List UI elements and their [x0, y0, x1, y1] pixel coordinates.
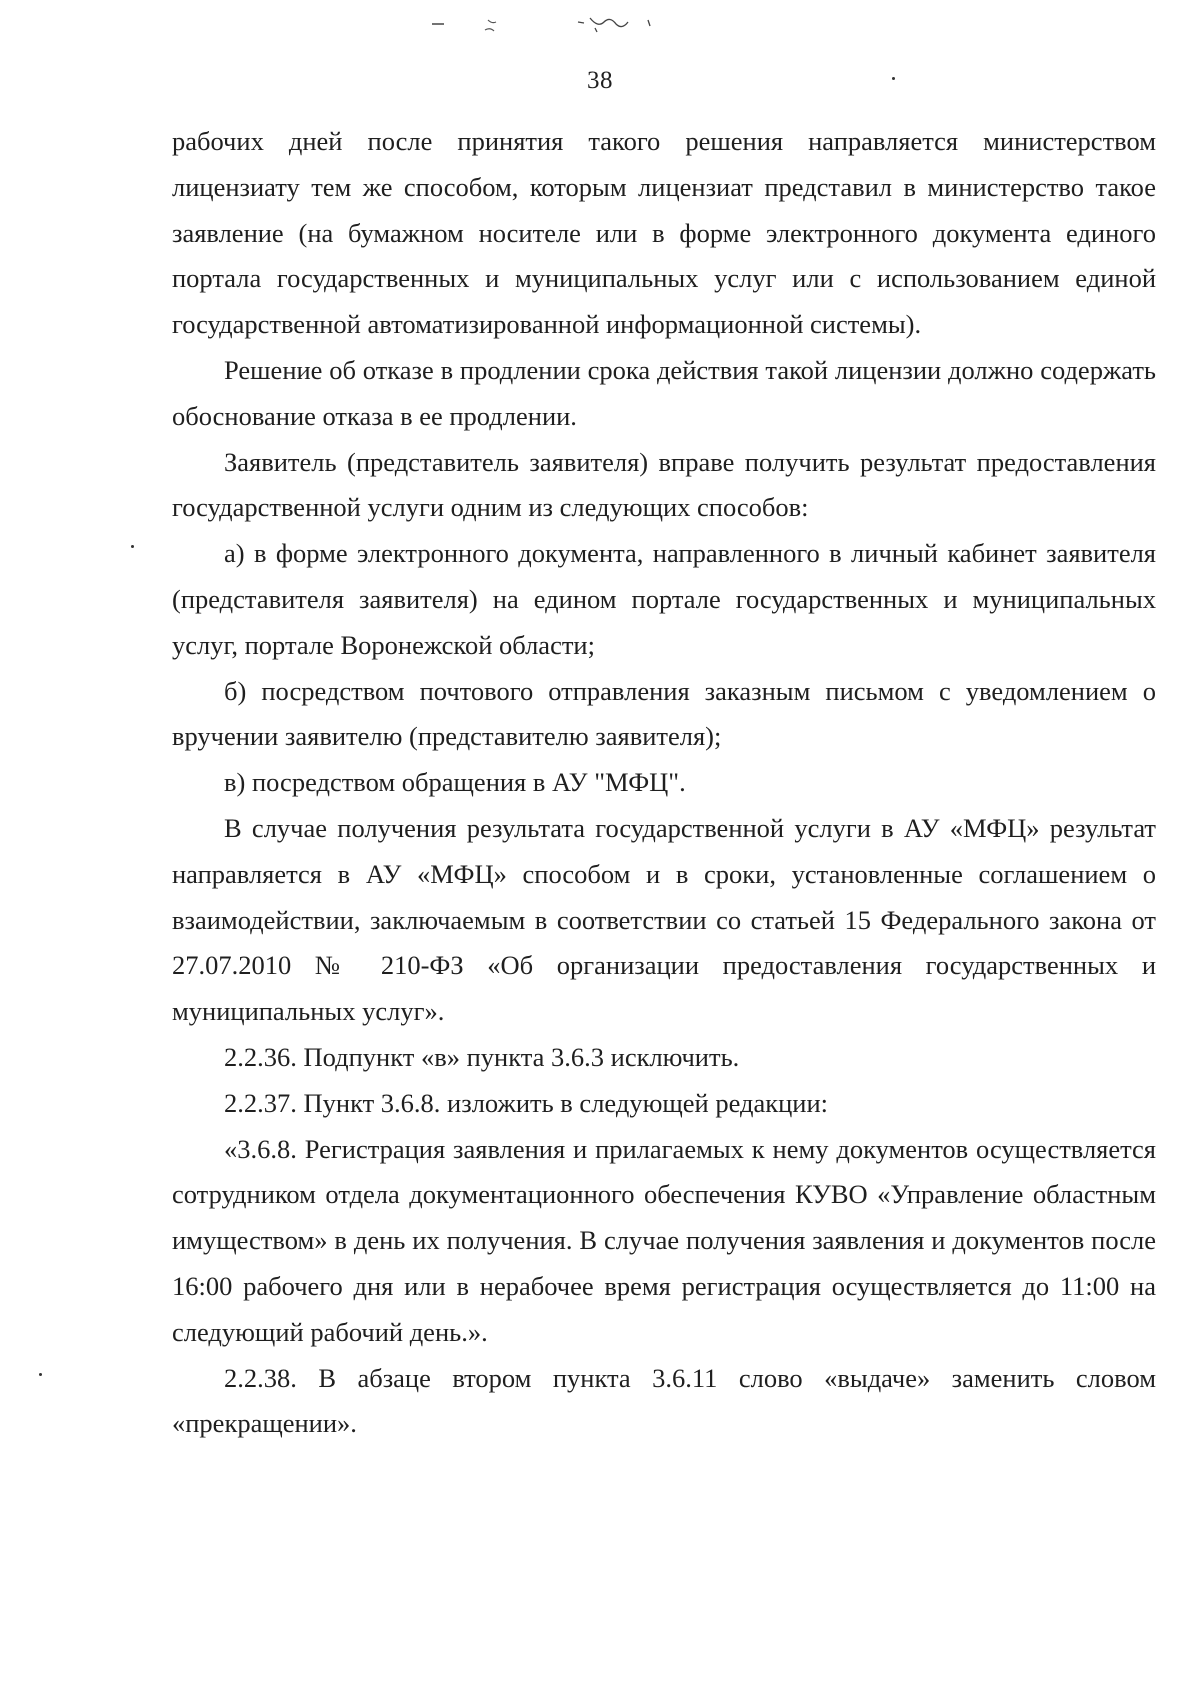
paragraph-method-c: в) посредством обращения в АУ "МФЦ". [224, 767, 686, 798]
paragraph-3-6-8: «3.6.8. Регистрация заявления и прилагаемых к нему документов осуществляется сотрудником отдела документационного обеспечения КУВО «Управление областным имуществом» в день их получения. В случае получения заявления и документов после 16:00 рабочего дня или в нерабочее время регистрация осуществляется до 11:00 на следующий рабочий день.». [172, 1133, 1156, 1347]
paragraph-2-2-37: 2.2.37. Пункт 3.6.8. изложить в следующей редакции: [224, 1087, 829, 1118]
paragraph-mfc-result: В случае получения результата государственной услуги в АУ «МФЦ» результат направляется в АУ «МФЦ» способом и в сроки, установленные соглашением о взаимодействии, заключаемым в соответствии со статьей 15 Федерального закона от 27.07.2010 № 210-ФЗ «Об организации предоставления государственных и муниципальных услуг». [172, 812, 1156, 1027]
paragraph-2-2-38: 2.2.38. В абзаце втором пункта 3.6.11 слово «выдаче» заменить словом «прекращении». [172, 1362, 1156, 1439]
scan-dot-mark [131, 545, 134, 548]
scan-dot-mark [39, 1373, 42, 1376]
paragraph-method-b: б) посредством почтового отправления заказным письмом с уведомлением о вручении заявителю (представителю заявителя); [172, 675, 1156, 752]
paragraph-result-methods: Заявитель (представитель заявителя) вправе получить результат предоставления государственной услуги одним из следующих способов: [172, 446, 1156, 523]
paragraph-2-2-36: 2.2.36. Подпункт «в» пункта 3.6.3 исключить. [224, 1041, 740, 1072]
paragraph-refusal-decision: Решение об отказе в продлении срока действия такой лицензии должно содержать обоснование отказа в ее продлении. [172, 354, 1156, 431]
paragraph-method-a: а) в форме электронного документа, направленного в личный кабинет заявителя (представителя заявителя) на едином портале государственных и муниципальных услуг, портале Воронежской области; [172, 538, 1156, 660]
page-number: 38 [587, 67, 613, 94]
document-body [172, 119, 1156, 1447]
paragraph-continuation: рабочих дней после принятия такого решения направляется министерством лицензиату тем же способом, которым лицензиат представил в министерство такое заявление (на бумажном носителе или в форме электронного документа единого портала государственных и муниципальных услуг или с использованием единой государственной автоматизированной информационной системы). [172, 126, 1156, 340]
scan-artifact-marks [430, 10, 730, 40]
scan-dot-mark [892, 77, 895, 80]
